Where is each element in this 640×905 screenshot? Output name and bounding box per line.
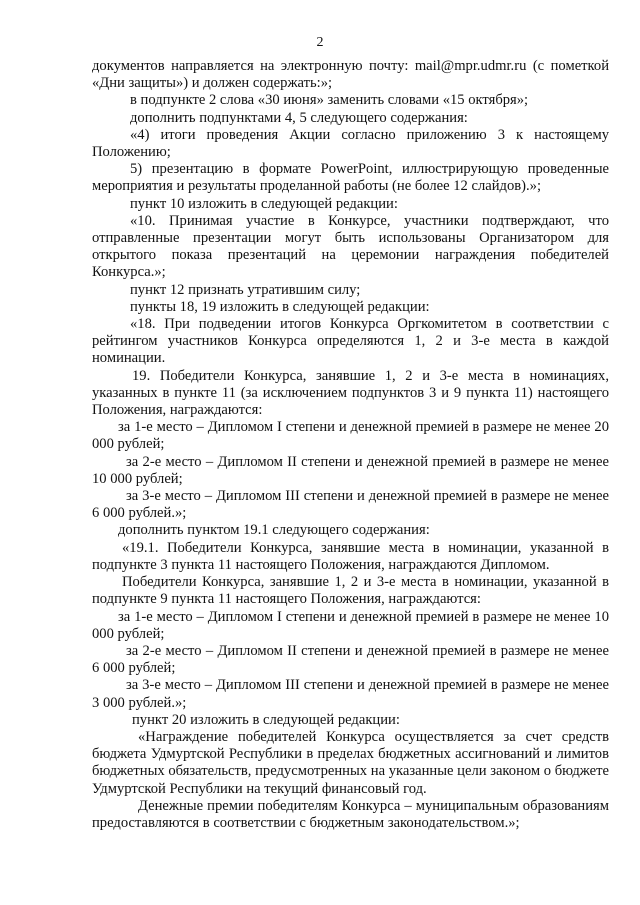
paragraph: «18. При подведении итогов Конкурса Оргкомитетом в соответствии с рейтингом участников Конкурса определяются 1, 2 и 3-е места в каждой номинации. xyxy=(92,316,609,367)
paragraph: за 1-е место – Дипломом I степени и денежной премией в размере не менее 20 000 рублей; xyxy=(92,419,609,453)
paragraph: «4) итоги проведения Акции согласно приложению 3 к настоящему Положению; xyxy=(92,126,609,161)
paragraph: Денежные премии победителям Конкурса – муниципальным образованиям предоставляются в соответствии с бюджетным законодательством.»; xyxy=(92,797,609,831)
page-number: 2 xyxy=(316,35,324,50)
paragraph: дополнить пунктом 19.1 следующего содержания: xyxy=(118,522,430,539)
paragraph: «Награждение победителей Конкурса осуществляется за счет средств бюджета Удмуртской Республики в пределах бюджетных ассигнований и лимитов бюджетных обязательств, предусмотренных на указанные цели законом о бюджете Удмуртской Республики на текущий финансовый год. xyxy=(92,728,609,797)
paragraph: документов направляется на электронную почту: mail@mpr.udmr.ru (с пометкой «Дни защиты») и должен содержать:»; xyxy=(92,58,609,92)
paragraph: пункт 20 изложить в следующей редакции: xyxy=(132,711,400,728)
paragraph: «10. Принимая участие в Конкурсе, участники подтверждают, что отправленные презентации могут быть использованы Организатором для открытого показа презентаций на церемонии награждения победителей Конкурса.»; xyxy=(92,212,609,281)
paragraph: за 3-е место – Дипломом III степени и денежной премией в размере не менее 6 000 рублей.»; xyxy=(92,488,609,522)
paragraph: 19. Победители Конкурса, занявшие 1, 2 и 3-е места в номинациях, указанных в пункте 11 (за исключением подпунктов 3 и 9 пункта 11) настоящего Положения, награждаются: xyxy=(92,367,609,419)
paragraph: в подпункте 2 слова «30 июня» заменить словами «15 октября»; xyxy=(130,92,529,109)
paragraph: за 2-е место – Дипломом II степени и денежной премией в размере не менее 6 000 рублей; xyxy=(92,642,609,677)
paragraph: за 1-е место – Дипломом I степени и денежной премией в размере не менее 10 000 рублей; xyxy=(92,608,609,642)
paragraph: за 2-е место – Дипломом II степени и денежной премией в размере не менее 10 000 рублей; xyxy=(92,453,609,487)
paragraph: за 3-е место – Дипломом III степени и денежной премией в размере не менее 3 000 рублей.»; xyxy=(92,677,609,711)
paragraph: 5) презентацию в формате PowerPoint, иллюстрирующую проведенные мероприятия и результаты проделанной работы (не более 12 слайдов).»; xyxy=(92,161,609,195)
document-body xyxy=(92,58,609,832)
paragraph: Победители Конкурса, занявшие 1, 2 и 3-е места в номинации, указанной в подпункте 9 пункта 11 настоящего Положения, награждаются: xyxy=(92,574,609,608)
paragraph: «19.1. Победители Конкурса, занявшие места в номинации, указанной в подпункте 3 пункта 11 настоящего Положения, награждаются Дипломом. xyxy=(92,539,609,573)
paragraph: пункт 12 признать утратившим силу; xyxy=(130,281,361,298)
paragraph: пункты 18, 19 изложить в следующей редакции: xyxy=(130,298,430,315)
paragraph: дополнить подпунктами 4, 5 следующего содержания: xyxy=(130,109,468,126)
paragraph: пункт 10 изложить в следующей редакции: xyxy=(130,195,398,212)
